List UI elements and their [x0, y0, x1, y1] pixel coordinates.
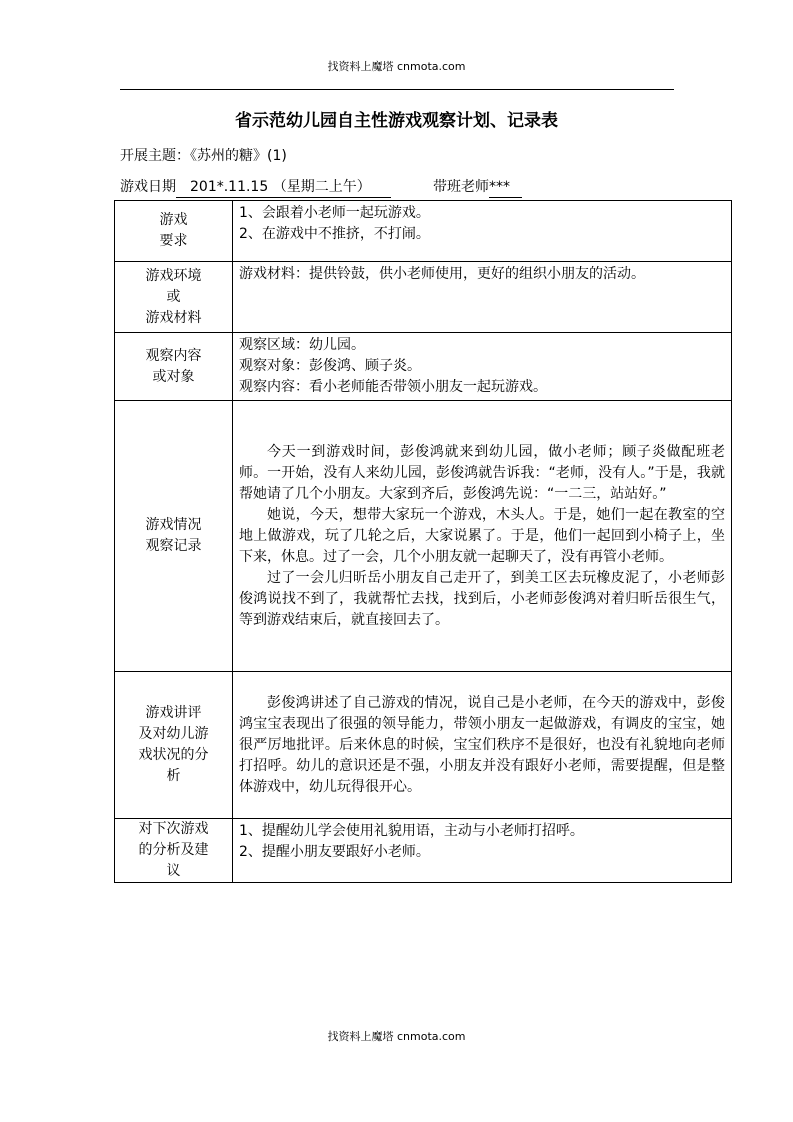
observation-content: 观察内容：看小老师能否带领小朋友一起玩游戏。: [239, 379, 547, 395]
page-footer-text: 找资料上魔塔 cnmota.com: [327, 1030, 466, 1043]
label-line: 议: [166, 863, 181, 879]
content-environment: [233, 262, 732, 333]
label-line: 观察记录: [145, 538, 202, 554]
label-line: 戏状况的分: [138, 747, 209, 763]
teacher-value: ***: [489, 179, 522, 198]
requirement-item: 2、在游戏中不推挤，不打闹。: [239, 226, 430, 242]
row-analysis: [115, 672, 732, 819]
content-requirements: [233, 201, 732, 262]
label-line: 及对幼儿游: [138, 726, 209, 742]
observation-area: 观察区域：幼儿园。: [239, 337, 365, 353]
suggestion-item: 2、提醒小朋友要跟好小老师。: [239, 844, 430, 860]
record-paragraph: 她说，今天，想带大家玩一个游戏，木头人。于是，她们一起在教室的空地上做游戏，玩了几轮之后，大家说累了。于是，他们一起回到小椅子上，坐下来，休息。过了一会，几个小朋友就一起聊天了，没有再管小老师。: [239, 506, 725, 565]
row-record: [115, 401, 732, 672]
label-analysis: [115, 672, 233, 819]
document-title: 省示范幼儿园自主性游戏观察计划、记录表: [235, 111, 558, 131]
row-requirements: [115, 201, 732, 262]
suggestion-item: 1、提醒幼儿学会使用礼貌用语，主动与小老师打招呼。: [239, 823, 584, 839]
label-suggestions: [115, 819, 233, 883]
material-item: 游戏材料：提供铃鼓，供小老师使用，更好的组织小朋友的活动。: [239, 266, 645, 282]
date-value: 201*.11.15 （星期二上午）: [176, 179, 391, 198]
label-requirements: [115, 201, 233, 262]
content-analysis: [233, 672, 732, 819]
label-observation-target: [115, 333, 233, 401]
observation-subjects: 观察对象：彭俊鸿、顾子炎。: [239, 358, 421, 374]
row-observation-target: [115, 333, 732, 401]
label-line: 游戏材料: [145, 309, 202, 326]
label-line: 的分析及建: [138, 842, 209, 858]
content-observation-target: [233, 333, 732, 401]
label-line: 或: [166, 288, 181, 305]
label-line: 游戏: [159, 212, 188, 228]
theme-line: 开展主题：《苏州的糖》(1): [120, 148, 287, 164]
label-record: [115, 401, 233, 672]
label-environment: [115, 262, 233, 333]
observation-table: [114, 200, 732, 883]
label-line: 游戏讲评: [145, 705, 202, 721]
row-suggestions: [115, 819, 732, 883]
page-header-text: 找资料上魔塔 cnmota.com: [327, 60, 466, 73]
label-line: 析: [166, 768, 181, 784]
header-divider: [120, 89, 674, 90]
label-line: 游戏情况: [145, 517, 202, 533]
requirement-item: 1、会跟着小老师一起玩游戏。: [239, 205, 430, 221]
analysis-paragraph: 彭俊鸿讲述了自己游戏的情况，说自己是小老师，在今天的游戏中，彭俊鸿宝宝表现出了很强的领导能力，带领小朋友一起做游戏，有调皮的宝宝，她很严厉地批评。后来休息的时候，宝宝们秩序不是很好，也没有礼貌地向老师打招呼。幼儿的意识还是不强，小朋友并没有跟好小老师，需要提醒，但是整体游戏中，幼儿玩得很开心。: [239, 694, 725, 795]
teacher-label: 带班老师: [433, 179, 489, 195]
label-line: 或对象: [152, 368, 195, 385]
content-suggestions: [233, 819, 732, 883]
label-line: 对下次游戏: [138, 821, 209, 837]
label-line: 要求: [159, 233, 188, 249]
record-paragraph: 今天一到游戏时间，彭俊鸿就来到幼儿园，做小老师；顾子炎做配班老师。一开始，没有人来幼儿园，彭俊鸿就告诉我：“老师，没有人。”于是，我就帮她请了几个小朋友。大家到齐后，彭俊鸿先说：“一二三，站站好。”: [239, 443, 725, 502]
date-label: 游戏日期: [120, 179, 176, 195]
label-line: 观察内容: [145, 347, 202, 364]
row-environment: [115, 262, 732, 333]
date-teacher-line: [120, 176, 522, 198]
record-paragraph: 过了一会儿归昕岳小朋友自己走开了，到美工区去玩橡皮泥了，小老师彭俊鸿说找不到了，我就帮忙去找，找到后，小老师彭俊鸿对着归昕岳很生气，等到游戏结束后，就直接回去了。: [239, 569, 725, 628]
label-line: 游戏环境: [145, 267, 202, 284]
content-record: [233, 401, 732, 672]
